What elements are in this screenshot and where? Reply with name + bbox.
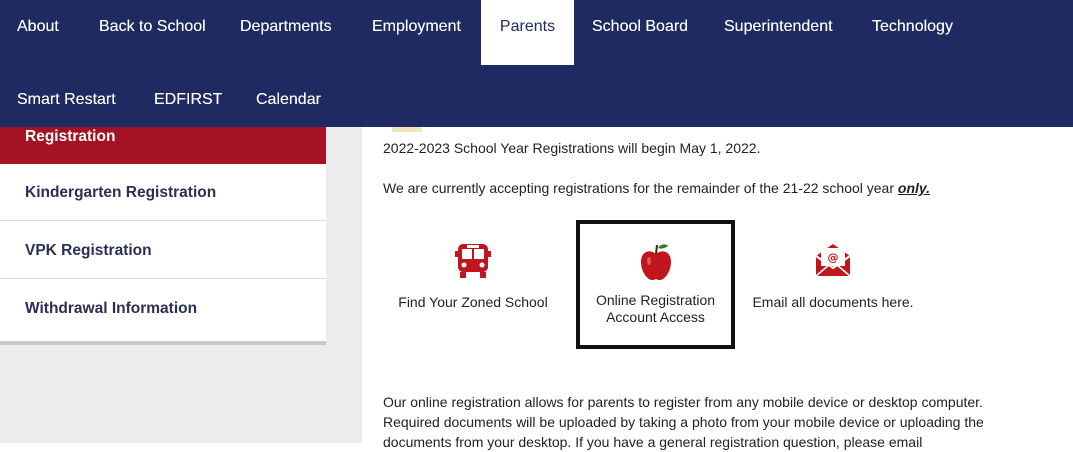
nav-back-to-school[interactable]: Back to School xyxy=(99,18,206,35)
accepting-registrations-text: We are currently accepting registrations for the remainder of the 21-22 school year only. xyxy=(383,180,931,196)
tile-label: Find Your Zoned School xyxy=(398,294,548,310)
email-documents-link[interactable] xyxy=(748,224,918,347)
nav-edfirst[interactable]: EDFIRST xyxy=(154,91,223,108)
nav-about[interactable]: About xyxy=(17,18,59,35)
main-navigation xyxy=(0,0,1073,127)
nav-employment[interactable]: Employment xyxy=(372,18,461,35)
nav-school-board[interactable]: School Board xyxy=(592,18,689,35)
sidebar-item-withdrawal-information[interactable]: Withdrawal Information xyxy=(25,300,198,317)
tile-label: Email all documents here. xyxy=(752,294,914,310)
registration-date-text: 2022-2023 School Year Registrations will begin May 1, 2022. xyxy=(383,140,761,156)
image-fragment xyxy=(392,127,422,132)
tile-label: Online Registration Account Access xyxy=(595,292,716,325)
nav-calendar[interactable]: Calendar xyxy=(256,91,321,108)
svg-text:@: @ xyxy=(827,251,839,264)
online-registration-link[interactable] xyxy=(576,220,735,349)
find-zoned-school-link[interactable] xyxy=(398,224,548,347)
nav-departments[interactable]: Departments xyxy=(240,18,332,35)
nav-parents[interactable]: Parents xyxy=(481,0,574,65)
sidebar-menu xyxy=(0,127,326,345)
sidebar-item-label: Registration xyxy=(25,128,116,145)
sidebar-item-kindergarten-registration[interactable]: Kindergarten Registration xyxy=(0,164,326,221)
sidebar-column xyxy=(0,127,362,443)
sidebar-item-vpk-registration[interactable]: VPK Registration xyxy=(0,222,326,279)
main-content xyxy=(362,127,1073,450)
email-envelope-icon xyxy=(814,242,852,283)
only-emphasis: only. xyxy=(897,180,931,196)
apple-icon xyxy=(640,242,672,287)
sidebar-item-registration[interactable] xyxy=(0,127,326,164)
nav-smart-restart[interactable]: Smart Restart xyxy=(17,91,116,108)
nav-technology[interactable]: Technology xyxy=(872,18,953,35)
registration-info-paragraph: Our online registration allows for parents to register from any mobile device or desktop computer. Required documents will be uploaded by taking a photo from your mobile device or uploading the documents from your desktop. If you have a general registration question, please email xyxy=(383,394,984,450)
school-bus-icon xyxy=(455,242,491,285)
nav-superintendent[interactable]: Superintendent xyxy=(724,18,833,35)
